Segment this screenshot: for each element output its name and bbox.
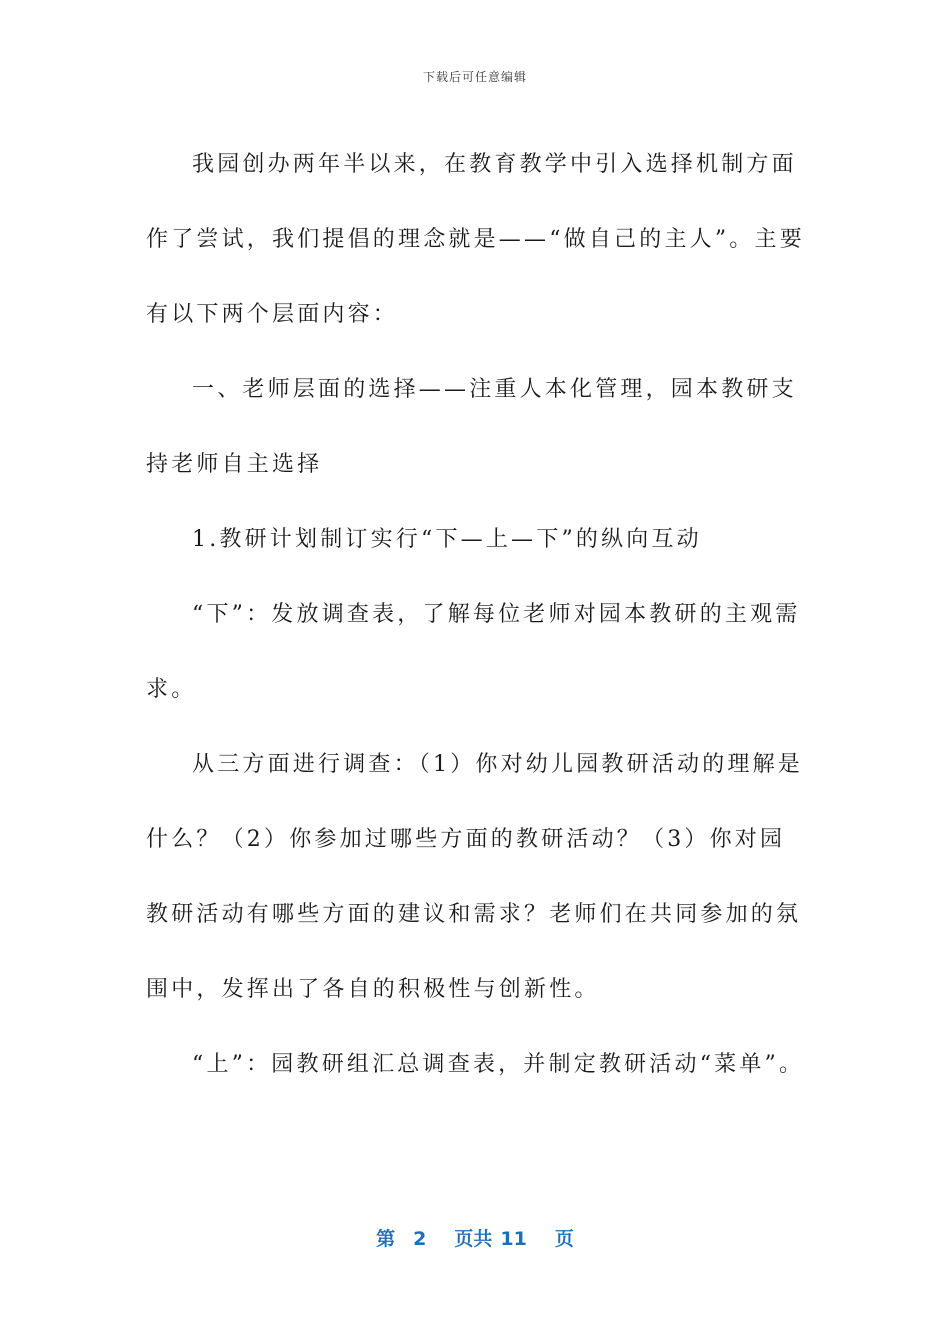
paragraph-section-heading: 一、老师层面的选择——注重人本化管理，园本教研支持老师自主选择 bbox=[146, 377, 797, 477]
page-label-mid: 页共 bbox=[454, 1228, 493, 1250]
page-label-prefix: 第 bbox=[376, 1228, 396, 1250]
page-number: 2 bbox=[413, 1228, 427, 1250]
page-header-note: 下载后可任意编辑 bbox=[422, 70, 527, 84]
paragraph-intro: 我园创办两年半以来，在教育教学中引入选择机制方面作了尝试，我们提倡的理念就是——“做自己的主人”。主要有以下两个层面内容： bbox=[146, 152, 805, 327]
document-body bbox=[146, 127, 806, 1102]
total-pages: 11 bbox=[500, 1228, 527, 1250]
paragraph-survey-questions: 从三方面进行调查：（1）你对幼儿园教研活动的理解是什么？（2）你参加过哪些方面的教研活动？（3）你对园教研活动有哪些方面的建议和需求？老师们在共同参加的氛围中，发挥出了各自的积极性与创新性。 bbox=[146, 752, 803, 1002]
paragraph-subheading: 1.教研计划制订实行“下—上—下”的纵向互动 bbox=[192, 527, 702, 552]
page-label-suffix: 页 bbox=[554, 1228, 574, 1250]
paragraph-up-step: “上”：园教研组汇总调查表，并制定教研活动“菜单”。 bbox=[192, 1052, 805, 1077]
page-footer bbox=[0, 1224, 950, 1251]
paragraph-down-step: “下”：发放调查表，了解每位老师对园本教研的主观需求。 bbox=[146, 602, 801, 702]
